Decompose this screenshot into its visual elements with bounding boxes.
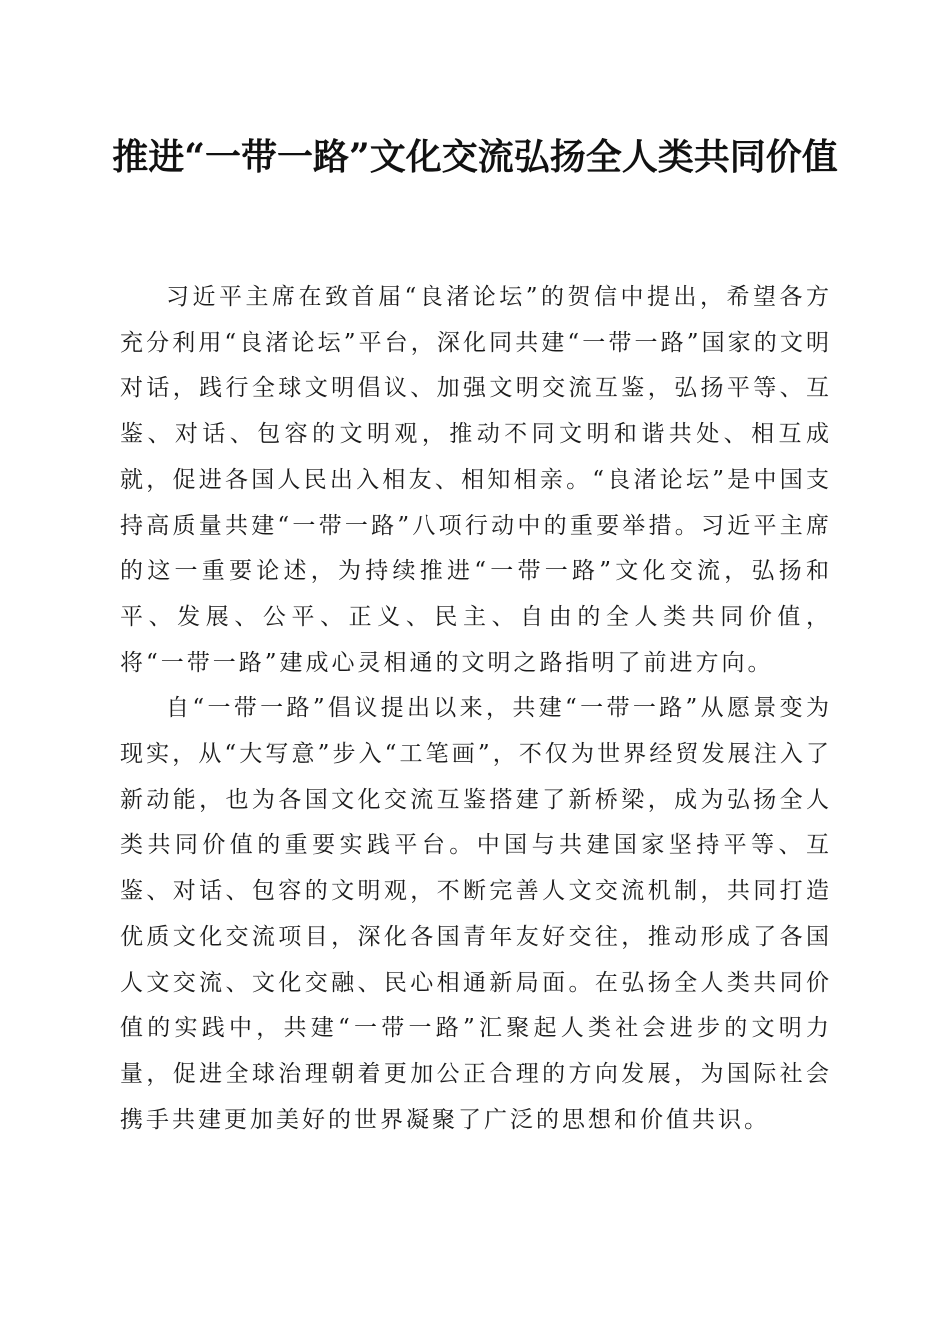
paragraph-2: 自“一带一路”倡议提出以来，共建“一带一路”从愿景变为现实，从“大写意”步入“工笔画”，不仅为世界经贸发展注入了新动能，也为各国文化交流互鉴搭建了新桥梁，成为弘扬全人类共同价值的重要实践平台。中国与共建国家坚持平等、互鉴、对话、包容的文明观，不断完善人文交流机制，共同打造优质文化交流项目，深化各国青年友好交往，推动形成了各国人文交流、文化交融、民心相通新局面。在弘扬全人类共同价值的实践中，共建“一带一路”汇聚起人类社会进步的文明力量，促进全球治理朝着更加公正合理的方向发展，为国际社会携手共建更加美好的世界凝聚了广泛的思想和价值共识。 [120,695,832,1133]
document-body [120,275,832,1143]
document-title: 推进“一带一路”文化交流弘扬全人类共同价值 [112,136,838,178]
paragraph-1: 习近平主席在致首届“良渚论坛”的贺信中提出，希望各方充分利用“良渚论坛”平台，深化同共建“一带一路”国家的文明对话，践行全球文明倡议、加强文明交流互鉴，弘扬平等、互鉴、对话、包容的文明观，推动不同文明和谐共处、相互成就，促进各国人民出入相友、相知相亲。“良渚论坛”是中国支持高质量共建“一带一路”八项行动中的重要举措。习近平主席的这一重要论述，为持续推进“一带一路”文化交流，弘扬和平、发展、公平、正义、民主、自由的全人类共同价值，将“一带一路”建成心灵相通的文明之路指明了前进方向。 [120,284,832,676]
